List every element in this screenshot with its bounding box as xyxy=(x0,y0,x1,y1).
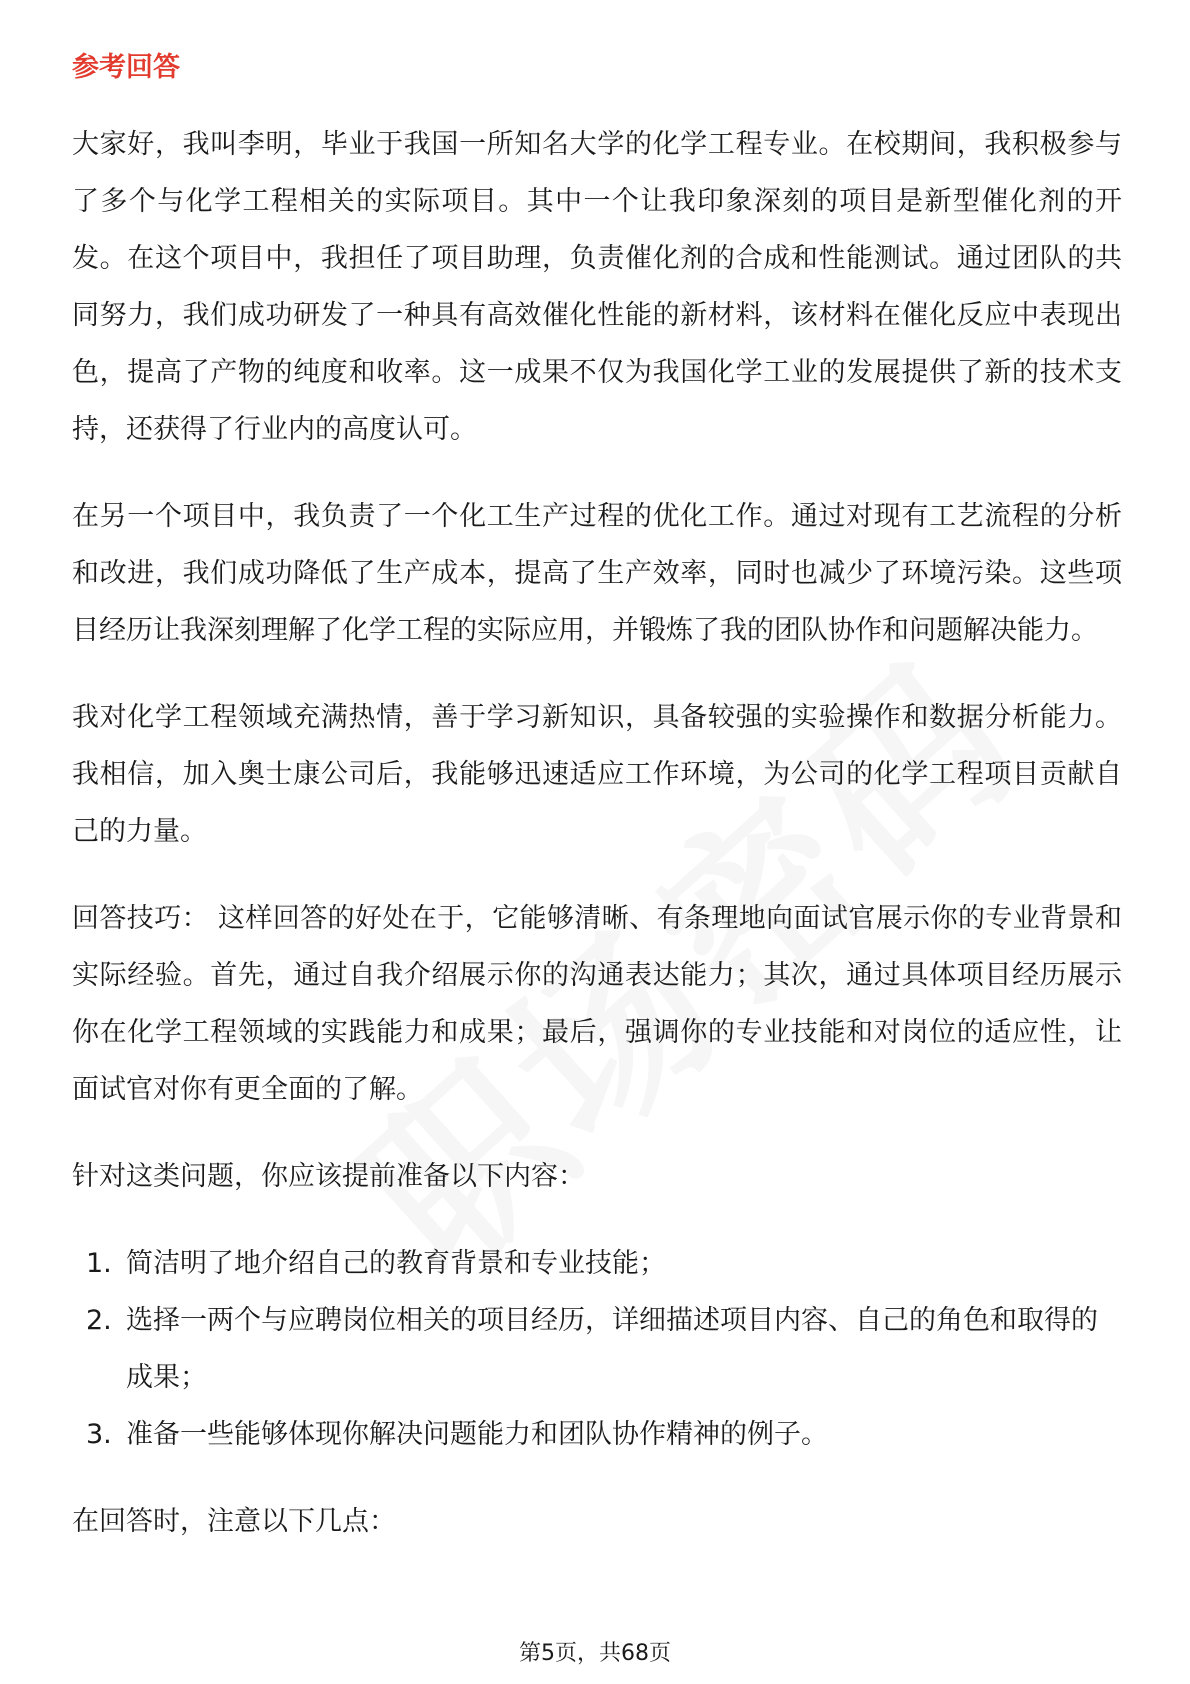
paragraph-prepare: 针对这类问题，你应该提前准备以下内容： xyxy=(72,1161,585,1192)
list-item-text: 选择一两个与应聘岗位相关的项目经历，详细描述项目内容、自己的角色和取得的成果； xyxy=(126,1305,1098,1393)
list-item-text: 简洁明了地介绍自己的教育背景和专业技能； xyxy=(126,1248,666,1279)
prepare-list xyxy=(72,1235,1122,1463)
list-item-number: 2. xyxy=(86,1305,112,1336)
paragraph-project: 在另一个项目中，我负责了一个化工生产过程的优化工作。通过对现有工艺流程的分析和改进，我们成功降低了生产成本，提高了生产效率，同时也减少了环境污染。这些项目经历让我深刻理解了化学工程的实际应用，并锻炼了我的团队协作和问题解决能力。 xyxy=(72,501,1122,646)
list-item xyxy=(72,1292,1122,1406)
list-item-number: 3. xyxy=(86,1419,112,1450)
paragraph-tips: 回答技巧： 这样回答的好处在于，它能够清晰、有条理地向面试官展示你的专业背景和实际经验。首先，通过自我介绍展示你的沟通表达能力；其次，通过具体项目经历展示你在化学工程领域的实践能力和成果；最后，强调你的专业技能和对岗位的适应性，让面试官对你有更全面的了解。 xyxy=(72,903,1122,1105)
paragraph-intro: 大家好，我叫李明，毕业于我国一所知名大学的化学工程专业。在校期间，我积极参与了多个与化学工程相关的实际项目。其中一个让我印象深刻的项目是新型催化剂的开发。在这个项目中，我担任了项目助理，负责催化剂的合成和性能测试。通过团队的共同努力，我们成功研发了一种具有高效催化性能的新材料，该材料在催化反应中表现出色，提高了产物的纯度和收率。这一成果不仅为我国化学工业的发展提供了新的技术支持，还获得了行业内的高度认可。 xyxy=(72,129,1122,445)
content-area xyxy=(72,48,1122,1580)
list-item-number: 1. xyxy=(86,1248,112,1279)
list-item xyxy=(72,1406,1122,1463)
list-item-text: 准备一些能够体现你解决问题能力和团队协作精神的例子。 xyxy=(126,1419,828,1450)
section-title: 参考回答 xyxy=(72,52,180,83)
list-item xyxy=(72,1235,1122,1292)
paragraph-passion: 我对化学工程领域充满热情，善于学习新知识，具备较强的实验操作和数据分析能力。我相信，加入奥士康公司后，我能够迅速适应工作环境，为公司的化学工程项目贡献自己的力量。 xyxy=(72,702,1122,847)
page-number: 第5页，共68页 xyxy=(519,1641,671,1666)
paragraph-closing: 在回答时，注意以下几点： xyxy=(72,1506,396,1537)
